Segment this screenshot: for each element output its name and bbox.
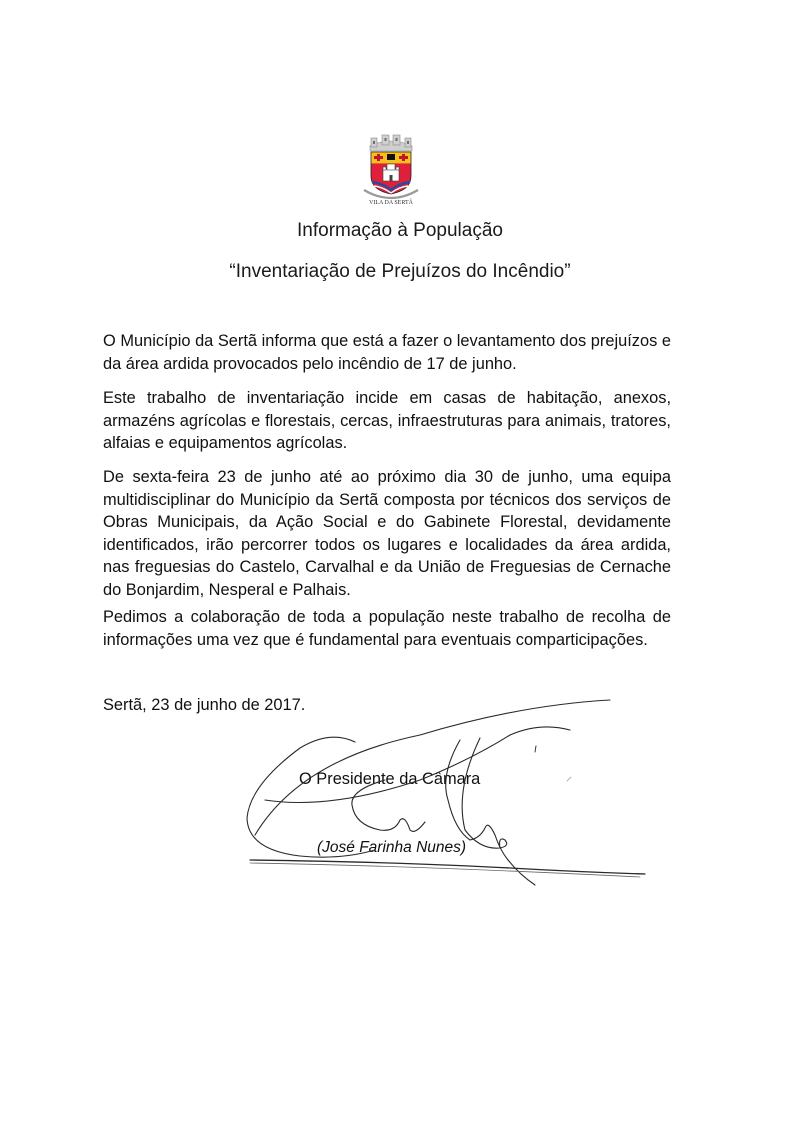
signatory-name: (José Farinha Nunes) [317, 839, 467, 856]
document-title: Informação à População [297, 220, 503, 241]
paragraph-4: Pedimos a colaboração de toda a população neste trabalho de recolha de informações uma vez que é fundamental para eventuais comparticipações. [103, 608, 671, 649]
signatory-title: O Presidente da Câmara [299, 770, 481, 788]
svg-text:VILA DA SERTÃ: VILA DA SERTÃ [369, 200, 413, 206]
document-subtitle: “Inventariação de Prejuízos do Incêndio” [229, 261, 571, 282]
paragraph-1: O Município da Sertã informa que está a fazer o levantamento dos prejuízos e da área ardida provocados pelo incêndio de 17 de junho. [103, 332, 671, 373]
paragraph-3: De sexta-feira 23 de junho até ao próximo dia 30 de junho, uma equipa multidisciplinar do Município da Sertã composta por técnicos dos serviços de Obras Municipais, da Ação Social e do Gabinete Florestal, devidamente identificados, irão percorrer todos os lugares e localidades da área ardida, nas freguesias do Castelo, Carvalhal e da União de Freguesias de Cernache do Bonjardim, Nesperal e Palhais. [103, 468, 671, 599]
paragraph-2: Este trabalho de inventariação incide em casas de habitação, anexos, armazéns agrícolas e florestais, cercas, infraestruturas para animais, tratores, alfaias e equipamentos agrícolas. [103, 389, 671, 453]
date-line: Sertã, 23 de junho de 2017. [103, 696, 306, 714]
vila-da-serta-coat-of-arms-icon [356, 124, 426, 206]
